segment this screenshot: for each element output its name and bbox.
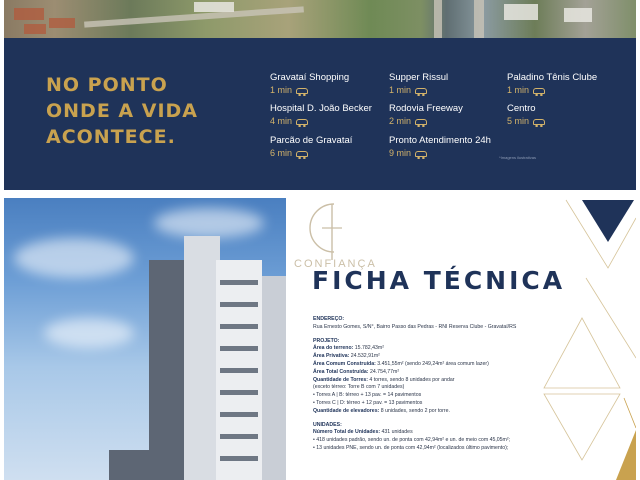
spec-value: 431 unidades bbox=[380, 429, 413, 436]
spec-value: 8 unidades, sendo 2 por torre. bbox=[379, 407, 450, 414]
page-title: FICHA TÉCNICA bbox=[312, 266, 566, 295]
building-render bbox=[4, 198, 286, 480]
location-name: Hospital D. João Becker bbox=[270, 103, 372, 114]
location-name: Pronto Atendimento 24h bbox=[389, 135, 491, 146]
location-item bbox=[507, 103, 545, 128]
location-name: Rodovia Freeway bbox=[389, 103, 463, 114]
location-name: Supper Rissul bbox=[389, 72, 449, 83]
spec-key: Área Privativa: bbox=[313, 353, 350, 360]
spec-line bbox=[313, 369, 553, 377]
tower-background bbox=[109, 450, 149, 480]
location-time: 1 min bbox=[270, 85, 293, 95]
spec-line bbox=[313, 377, 553, 385]
car-icon bbox=[533, 88, 545, 94]
spec-note: • 13 unidades PNE, sendo un. de ponta com 42,94m² (localizados último pavimento); bbox=[313, 444, 509, 451]
location-banner bbox=[4, 38, 636, 190]
spec-line bbox=[313, 353, 553, 361]
slogan-line: NO PONTO bbox=[46, 74, 168, 96]
location-time: 1 min bbox=[507, 85, 530, 95]
section-label: ENDEREÇO: bbox=[313, 316, 345, 322]
location-name: Parcão de Gravataí bbox=[270, 135, 353, 146]
spec-note: • Torres C | D: térreo + 12 pav. = 13 pavimentos bbox=[313, 399, 423, 406]
slogan-line: ACONTECE. bbox=[46, 126, 176, 148]
spec-key: Área do terreno: bbox=[313, 345, 354, 352]
tower-front bbox=[216, 260, 262, 480]
spec-key: Número Total de Unidades: bbox=[313, 429, 381, 436]
location-time: 9 min bbox=[389, 148, 412, 158]
car-icon bbox=[296, 119, 308, 125]
spec-value: 15.782,43m² bbox=[353, 345, 384, 352]
spec-note: • Torres A | B: térreo + 13 pav. = 14 pavimentos bbox=[313, 392, 422, 399]
address-text: Rua Ernesto Gomes, S/N°, Bairro Passo das Pedras - RNI Reserva Clube - Gravataí/RS bbox=[313, 323, 517, 330]
spec-key: Quantidade de Torres: bbox=[313, 376, 368, 383]
tower-side bbox=[149, 260, 189, 480]
location-item bbox=[507, 72, 597, 97]
car-icon bbox=[296, 151, 308, 157]
location-time: 6 min bbox=[270, 148, 293, 158]
location-item bbox=[270, 72, 349, 97]
spec-value: 3.451,55m² (sendo 249,24m² área comum lazer) bbox=[375, 360, 489, 367]
car-icon bbox=[415, 119, 427, 125]
spec-line bbox=[313, 429, 553, 437]
footnote: *Imagens ilustrativas bbox=[499, 155, 536, 160]
spec-key: Quantidade de elevadores: bbox=[313, 407, 380, 414]
spec-key: Área Comum Construída: bbox=[313, 360, 376, 367]
location-item bbox=[389, 135, 491, 160]
car-icon bbox=[533, 119, 545, 125]
location-item bbox=[270, 135, 352, 160]
location-time: 1 min bbox=[389, 85, 412, 95]
spec-value: 24.754,77m² bbox=[368, 368, 400, 375]
spec-value: 4 torres, sendo 8 unidades por andar bbox=[367, 376, 455, 383]
tower-core bbox=[184, 236, 220, 480]
logo-mark bbox=[294, 198, 364, 260]
location-name: Gravataí Shopping bbox=[270, 72, 350, 83]
location-time: 4 min bbox=[270, 116, 293, 126]
spec-sheet bbox=[286, 198, 636, 480]
spec-key: Área Total Construída: bbox=[313, 368, 369, 375]
location-item bbox=[389, 72, 448, 97]
section-label: PROJETO: bbox=[313, 337, 340, 344]
car-icon bbox=[415, 88, 427, 94]
location-item bbox=[270, 103, 372, 128]
section-label: UNIDADES: bbox=[313, 421, 342, 428]
car-icon bbox=[296, 88, 308, 94]
spec-line bbox=[313, 408, 553, 416]
tower-edge bbox=[262, 276, 286, 480]
location-time: 5 min bbox=[507, 116, 530, 126]
spec-text bbox=[313, 316, 553, 453]
spec-note: • 418 unidades padrão, sendo un. de ponta com 42,94m² e un. de meio com 45,05m²; bbox=[313, 437, 511, 444]
location-time: 2 min bbox=[389, 116, 412, 126]
slogan bbox=[46, 72, 246, 150]
location-name: Paladino Tênis Clube bbox=[507, 72, 598, 83]
spec-line bbox=[313, 361, 553, 369]
location-item bbox=[389, 103, 463, 128]
location-name: Centro bbox=[507, 103, 536, 114]
brand-name: CONFIANÇA bbox=[294, 258, 377, 270]
spec-value: 24.532,91m² bbox=[349, 353, 380, 360]
slogan-line: ONDE A VIDA bbox=[46, 100, 198, 122]
car-icon bbox=[415, 151, 427, 157]
spec-note: (exceto térreo: Torre B com 7 unidades) bbox=[313, 384, 405, 391]
aerial-photo bbox=[4, 0, 636, 38]
